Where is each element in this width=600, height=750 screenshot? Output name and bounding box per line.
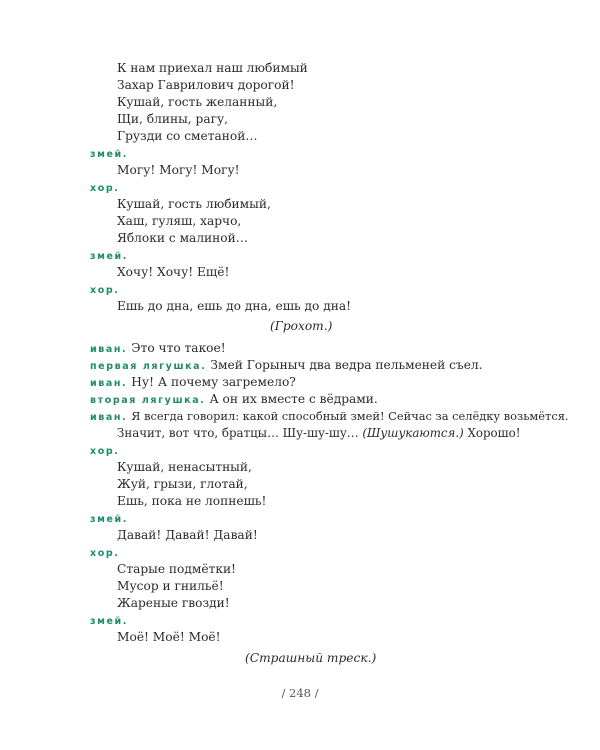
dialog-continuation [117, 425, 520, 441]
speaker-name: хор. [90, 285, 120, 296]
speech-text: Хорошо! [463, 426, 521, 440]
speaker-heading [90, 544, 119, 562]
dialog-line [90, 408, 569, 426]
speech-text: Это что такое! [131, 341, 226, 355]
verse-line: Щи, блины, рагу, [117, 112, 229, 126]
speaker-heading [90, 281, 119, 299]
verse-line: Могу! Могу! Могу! [117, 163, 240, 177]
speaker-name: иван. [90, 412, 128, 423]
stage-direction: (Страшный треск.) [245, 651, 377, 665]
stage-direction: (Грохот.) [270, 319, 333, 333]
verse-line: Ешь, пока не лопнешь! [117, 494, 267, 508]
speaker-heading [90, 179, 119, 197]
speaker-heading [90, 442, 119, 460]
verse-line: Мусор и гнильё! [117, 579, 224, 593]
verse-line: Моё! Моё! Моё! [117, 630, 221, 644]
dialog-line [90, 357, 483, 375]
verse-line: Кушай, ненасытный, [117, 460, 252, 474]
speaker-name: иван. [90, 378, 128, 389]
verse-line: Грузди со сметаной… [117, 129, 258, 143]
speaker-heading [90, 612, 128, 630]
page-number: / 248 / [281, 686, 319, 700]
dialog-line [90, 391, 378, 409]
verse-line: Яблоки с малиной… [117, 231, 248, 245]
verse-line: Жуй, грызи, глотай, [117, 477, 248, 491]
speech-text: Значит, вот что, братцы… Шу-шу-шу… [117, 426, 363, 440]
verse-line: Кушай, гость желанный, [117, 95, 278, 109]
speaker-name: первая лягушка. [90, 361, 207, 372]
verse-line: Хочу! Хочу! Ещё! [117, 265, 230, 279]
verse-line: Жареные гвозди! [117, 596, 230, 610]
verse-line: К нам приехал наш любимый [117, 61, 308, 75]
speaker-heading [90, 510, 128, 528]
verse-line: Ешь до дна, ешь до дна, ешь до дна! [117, 299, 352, 313]
speech-text: Я всегда говорил: какой способный змей! Сейчас за селёдку возьмётся. [131, 409, 569, 423]
verse-line: Давай! Давай! Давай! [117, 528, 258, 542]
verse-line: Старые подмётки! [117, 562, 236, 576]
verse-line: Кушай, гость любимый, [117, 197, 271, 211]
speech-text: Ну! А почему загремело? [131, 375, 296, 389]
speaker-name: хор. [90, 183, 120, 194]
stage-direction-inline: (Шушукаются.) [362, 426, 464, 440]
speaker-name: хор. [90, 548, 120, 559]
verse-line: Захар Гаврилович дорогой! [117, 78, 295, 92]
speaker-name: змей. [90, 251, 128, 262]
speech-text: А он их вместе с вёдрами. [209, 392, 378, 406]
dialog-line [90, 340, 226, 358]
speaker-name: иван. [90, 344, 128, 355]
speaker-name: змей. [90, 514, 128, 525]
dialog-line [90, 374, 296, 392]
speaker-name: вторая лягушка. [90, 395, 206, 406]
speaker-name: змей. [90, 149, 128, 160]
speaker-heading [90, 145, 128, 163]
verse-line: Хаш, гуляш, харчо, [117, 214, 242, 228]
speech-text: Змей Горыныч два ведра пельменей съел. [210, 358, 483, 372]
speaker-name: змей. [90, 616, 128, 627]
speaker-name: хор. [90, 446, 120, 457]
speaker-heading [90, 247, 128, 265]
